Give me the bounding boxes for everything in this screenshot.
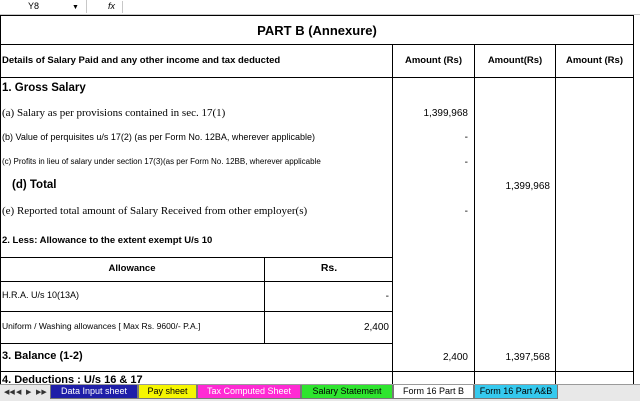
deductions-heading: 4. Deductions : U/s 16 & 17 [2, 374, 143, 384]
sheet-tab[interactable]: Salary Statement [301, 385, 393, 399]
amount-column-header-2: Amount(Rs) [487, 55, 543, 66]
less-allowance-heading: 2. Less: Allowance to the extent exempt U/s 10 [2, 235, 213, 246]
balance-value-2: 1,397,568 [505, 352, 550, 363]
details-header: Details of Salary Paid and any other income and tax deducted [2, 55, 281, 66]
total-label: (d) Total [12, 179, 57, 191]
amount-column-header-3: Amount (Rs) [566, 55, 623, 66]
allowance-column-header: Allowance [108, 263, 156, 274]
uniform-allowance-value: 2,400 [363, 322, 389, 333]
sheet-tab[interactable]: Tax Computed Sheet [197, 385, 301, 399]
name-box[interactable] [0, 0, 87, 13]
perquisites-value: - [464, 132, 468, 143]
sheet-tabs-bar [0, 384, 640, 401]
profits-in-lieu-label: (c) Profits in lieu of salary under section 17(3)(as per Form No. 12BB, wherever applicable [2, 157, 321, 166]
gross-salary-heading: 1. Gross Salary [2, 82, 86, 94]
chevron-down-icon[interactable]: ▼ [72, 4, 79, 11]
rs-column-header: Rs. [320, 262, 338, 274]
page-title: PART B (Annexure) [257, 23, 377, 38]
formula-bar [0, 0, 640, 15]
total-value: 1,399,968 [505, 181, 550, 192]
function-icon[interactable]: fx [108, 1, 116, 11]
other-employer-label: (e) Reported total amount of Salary Received from other employer(s) [2, 205, 308, 217]
uniform-allowance-label: Uniform / Washing allowances [ Max Rs. 9600/- P.A.] [2, 321, 201, 331]
sheet-tab[interactable]: Data Input sheet [50, 385, 138, 399]
next-sheet-icon[interactable]: ▶ [26, 389, 32, 396]
balance-label: 3. Balance (1-2) [2, 350, 83, 362]
hra-value: - [385, 291, 389, 302]
salary-17-1-value: 1,399,968 [423, 108, 468, 119]
other-employer-value: - [464, 206, 468, 217]
first-sheet-icon[interactable]: ◀◀ [4, 389, 15, 396]
cell-reference: Y8 [28, 1, 40, 11]
salary-17-1-label: (a) Salary as per provisions contained in sec. 17(1) [2, 107, 226, 119]
hra-label: H.R.A. U/s 10(13A) [2, 290, 80, 300]
balance-value-1: 2,400 [442, 352, 468, 363]
sheet-tab[interactable]: Form 16 Part B [393, 385, 474, 399]
amount-column-header-1: Amount (Rs) [405, 55, 462, 66]
sheet-tab[interactable]: Form 16 Part A&B [474, 385, 558, 399]
previous-sheet-icon[interactable]: ◀ [16, 389, 22, 396]
last-sheet-icon[interactable]: ▶▶ [36, 389, 47, 396]
profits-in-lieu-value: - [464, 157, 468, 168]
worksheet[interactable] [0, 15, 640, 384]
formula-bar-divider [122, 1, 123, 13]
perquisites-label: (b) Value of perquisites u/s 17(2) (as per Form No. 12BA, wherever applicable) [2, 132, 315, 142]
sheet-tab[interactable]: Pay sheet [138, 385, 197, 399]
